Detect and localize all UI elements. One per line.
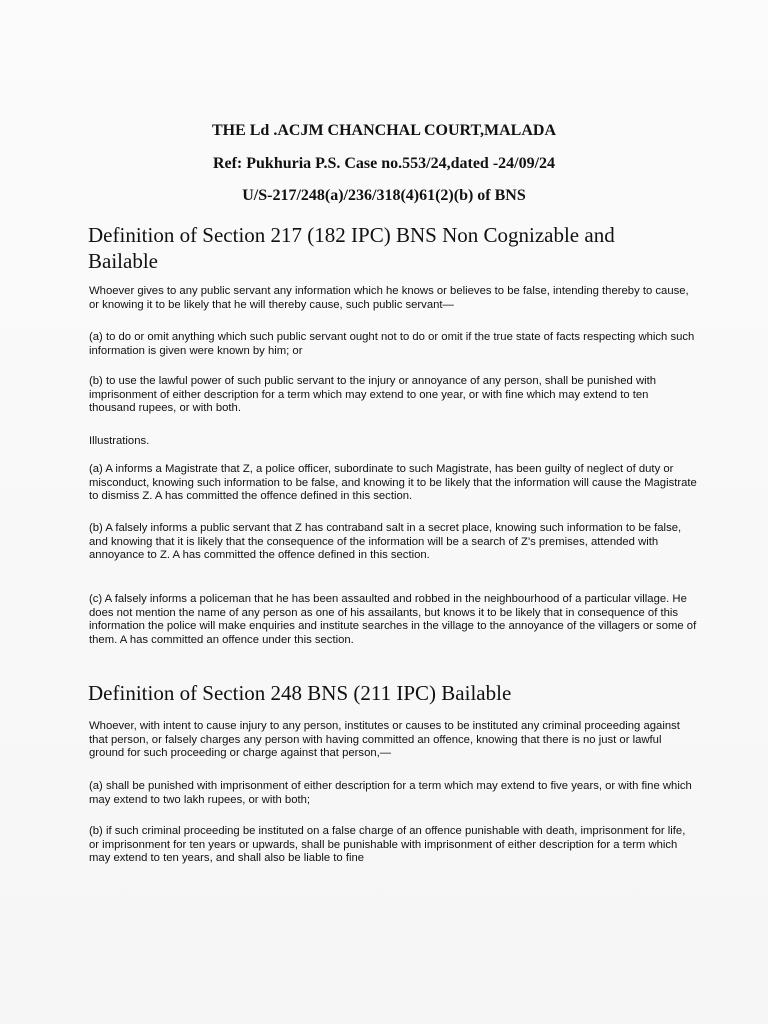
section-217-clause-a: (a) to do or omit anything which such public servant ought not to do or omit if the true state of facts respecting which such information is given were known by him; or (89, 331, 695, 357)
illustration-c: (c) A falsely informs a policeman that he has been assaulted and robbed in the neighbourhood of a particular village. He does not mention the name of any person as one of his assailants, but knows it to be likely that in consequence of this information the police will make enquiries and institute searches in the village to the annoyance of the villagers or some of them. A has committed an offence under this section. (89, 593, 697, 646)
section-248-intro: Whoever, with intent to cause injury to any person, institutes or causes to be instituted any criminal proceeding against that person, or falsely charges any person with having committed an offence, knowing that there is no just or lawful ground for such proceeding or charge against that person,— (89, 720, 680, 760)
sections-heading: U/S-217/248(a)/236/318(4)61(2)(b) of BNS (242, 187, 526, 204)
section-248-title: Definition of Section 248 BNS (211 IPC) Bailable (88, 681, 512, 705)
section-217-intro: Whoever gives to any public servant any information which he knows or believes to be false, intending thereby to cause, or knowing it to be likely that he will thereby cause, such public servant— (89, 285, 689, 311)
illustration-a: (a) A informs a Magistrate that Z, a police officer, subordinate to such Magistrate, has been guilty of neglect of duty or misconduct, knowing such information to be false, and knowing it to be likely that the information will cause the Magistrate to dismiss Z. A has committed the offence defined in this section. (89, 463, 697, 503)
court-heading: THE Ld .ACJM CHANCHAL COURT,MALADA (211, 122, 557, 139)
section-217-clause-b: (b) to use the lawful power of such public servant to the injury or annoyance of any person, shall be punished with imprisonment of either description for a term which may extend to one year, or with fine which may extend to ten thousand rupees, or with both. (89, 375, 657, 415)
illustrations-label: Illustrations. (89, 435, 150, 447)
section-217-title: Definition of Section 217 (182 IPC) BNS Non Cognizable and Bailable (88, 223, 615, 273)
section-248-clause-a: (a) shall be punished with imprisonment of either description for a term which may extend to five years, or with fine which may extend to two lakh rupees, or with both; (89, 780, 692, 806)
section-248-clause-b: (b) if such criminal proceeding be instituted on a false charge of an offence punishable with death, imprisonment for life, or imprisonment for ten years or upwards, shall be punishable with imprisonment of either description for a term which may extend to ten years, and shall also be liable to fine (89, 825, 686, 865)
case-reference: Ref: Pukhuria P.S. Case no.553/24,dated -24/09/24 (212, 155, 556, 172)
illustration-b: (b) A falsely informs a public servant that Z has contraband salt in a secret place, knowing such information to be false, and knowing that it is likely that the consequence of the information will be a search of Z's premises, attended with annoyance to Z. A has committed the offence defined in this section. (89, 522, 682, 562)
